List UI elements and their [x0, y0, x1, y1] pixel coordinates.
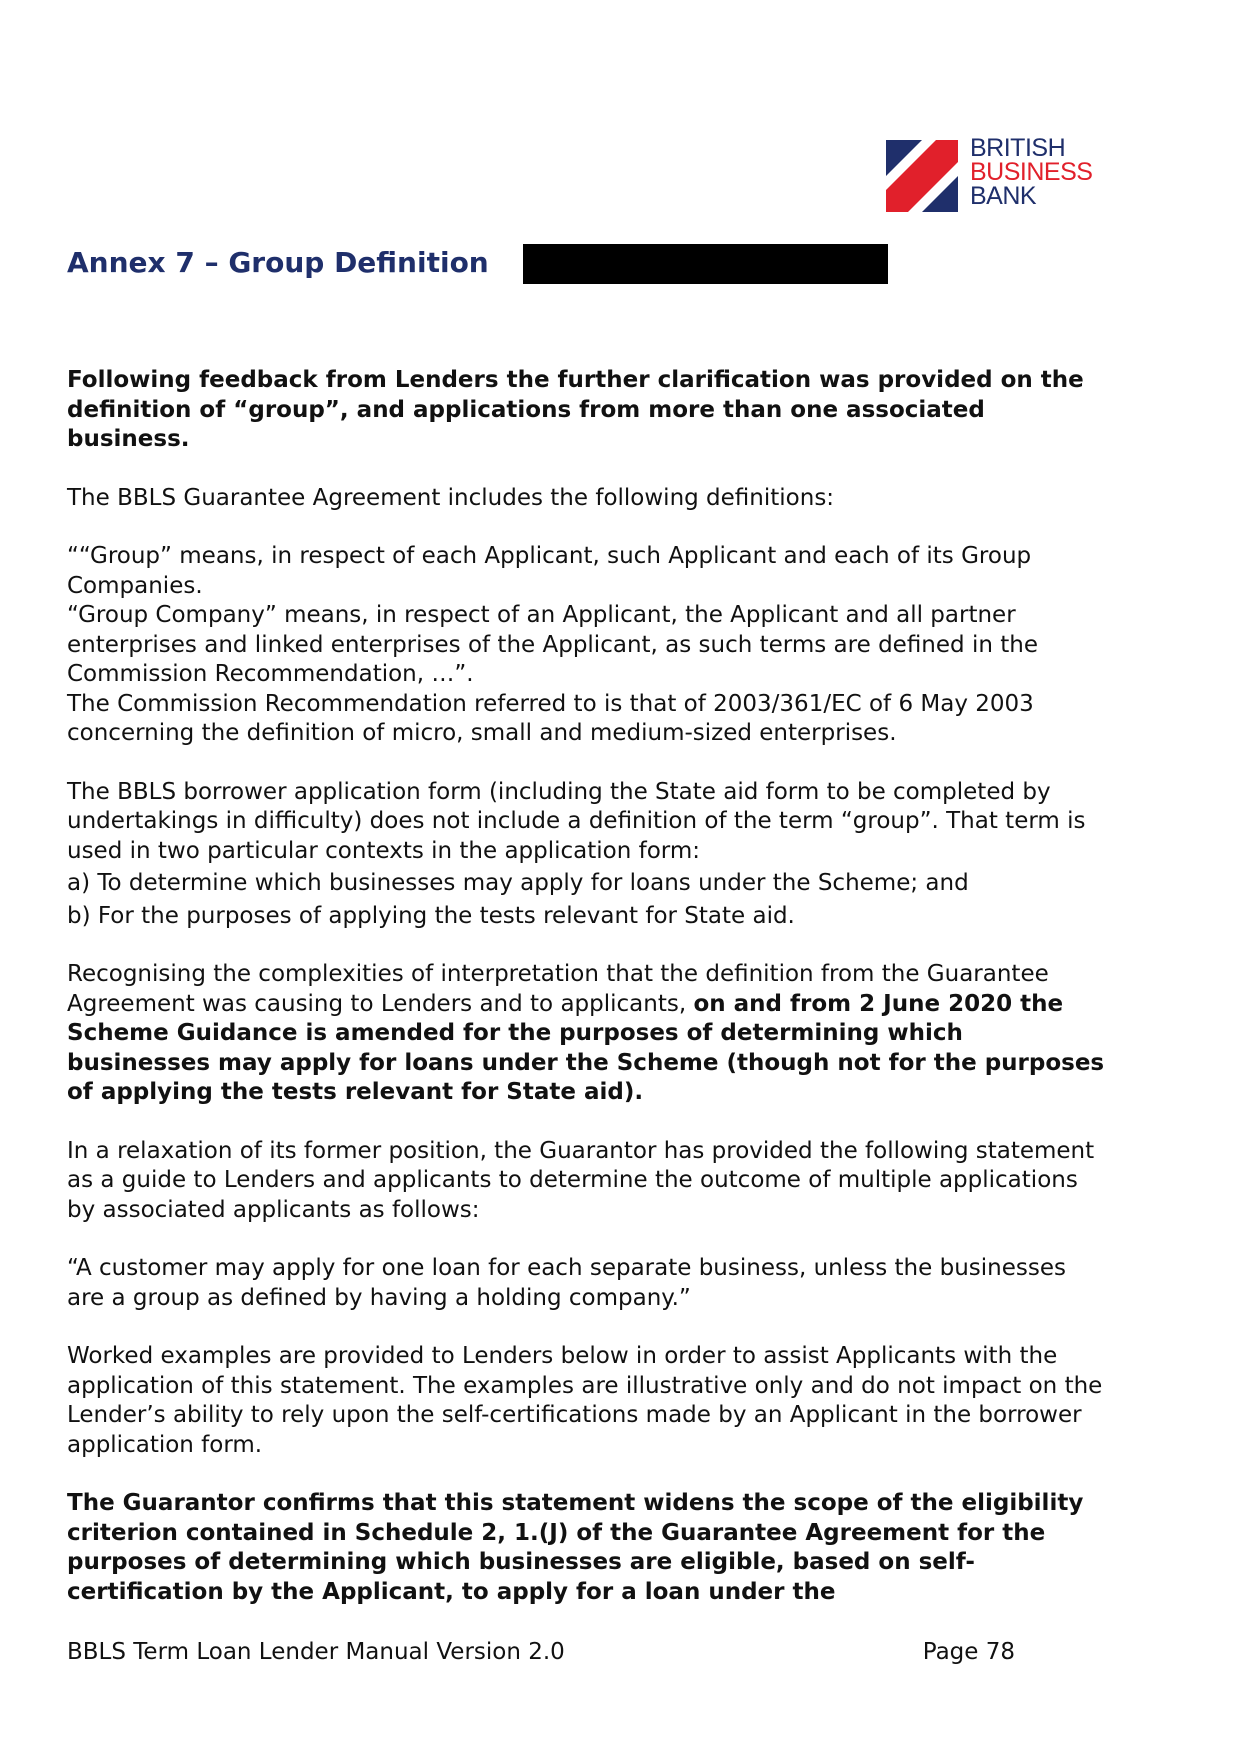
definition-group-company: “Group Company” means, in respect of an Applicant, the Applicant and all partner enterprises and linked enterprises of the Applicant, as such terms are defined in the Commission Recommendation, …”. [67, 602, 1038, 687]
recognising-bold-text: on and from 2 June 2020 the Scheme Guidance is amended for the purposes of determining which businesses may apply for loans under the Scheme (though not for the purposes of applying the tests relevant for State aid). [67, 990, 1105, 1105]
commission-recommendation: The Commission Recommendation referred to is that of 2003/361/EC of 6 May 2003 concerning the definition of micro, small and medium-sized enterprises. [67, 690, 1034, 746]
page-title: Annex 7 – Group Definition [67, 246, 489, 279]
definition-group: ““Group” means, in respect of each Applicant, such Applicant and each of its Group Companies. [67, 543, 1032, 599]
paragraph-guarantor-confirms: The Guarantor confirms that this statement widens the scope of the eligibility criterion contained in Schedule 2, 1.(J) of the Guarantee Agreement for the purposes of determining which businesses are eligible, based on self-certification by the Applicant, to apply for a loan under the [67, 1490, 1084, 1605]
list-item-a: a) To determine which businesses may apply for loans under the Scheme; and [67, 870, 969, 896]
guarantor-quote: “A customer may apply for one loan for each separate business, unless the businesses are a group as defined by having a holding company.” [67, 1255, 1066, 1311]
logo-line-business: BUSINESS [970, 158, 1093, 186]
paragraph-worked-examples: Worked examples are provided to Lenders below in order to assist Applicants with the application of this statement. The examples are illustrative only and do not impact on the Lender’s ability to rely upon the self-certifications made by an Applicant in the borrower application form. [67, 1343, 1103, 1458]
intro-paragraph: Following feedback from Lenders the further clarification was provided on the definition of “group”, and applications from more than one associated business. [67, 367, 1084, 452]
paragraph-application-form: The BBLS borrower application form (including the State aid form to be completed by undertakings in difficulty) does not include a definition of the term “group”. That term is used in two particular contexts in the application form: [67, 778, 1086, 864]
page-footer [67, 1638, 1015, 1667]
logo-line-bank: BANK [970, 182, 1037, 210]
logo-wordmark [970, 136, 1092, 208]
union-flag-icon [886, 140, 958, 212]
paragraph-relaxation: In a relaxation of its former position, the Guarantor has provided the following statement as a guide to Lenders and applicants to determine the outcome of multiple applications by associated applicants as follows: [67, 1137, 1095, 1223]
page-number: Page 78 [922, 1639, 1015, 1665]
redaction-block [523, 244, 888, 284]
document-body [67, 366, 1107, 1607]
recognising-text: Recognising the complexities of interpretation that the definition from the Guarantee Agreement was causing to Lenders and to applicants, [67, 961, 1049, 1017]
logo-line-british: BRITISH [970, 134, 1066, 162]
footer-manual-version: BBLS Term Loan Lender Manual Version 2.0 [67, 1639, 565, 1665]
british-business-bank-logo [886, 136, 1096, 212]
list-item-b: b) For the purposes of applying the tests relevant for State aid. [67, 902, 795, 929]
paragraph-definitions-intro: The BBLS Guarantee Agreement includes the following definitions: [67, 484, 835, 511]
paragraph-recognising [67, 960, 1107, 1108]
